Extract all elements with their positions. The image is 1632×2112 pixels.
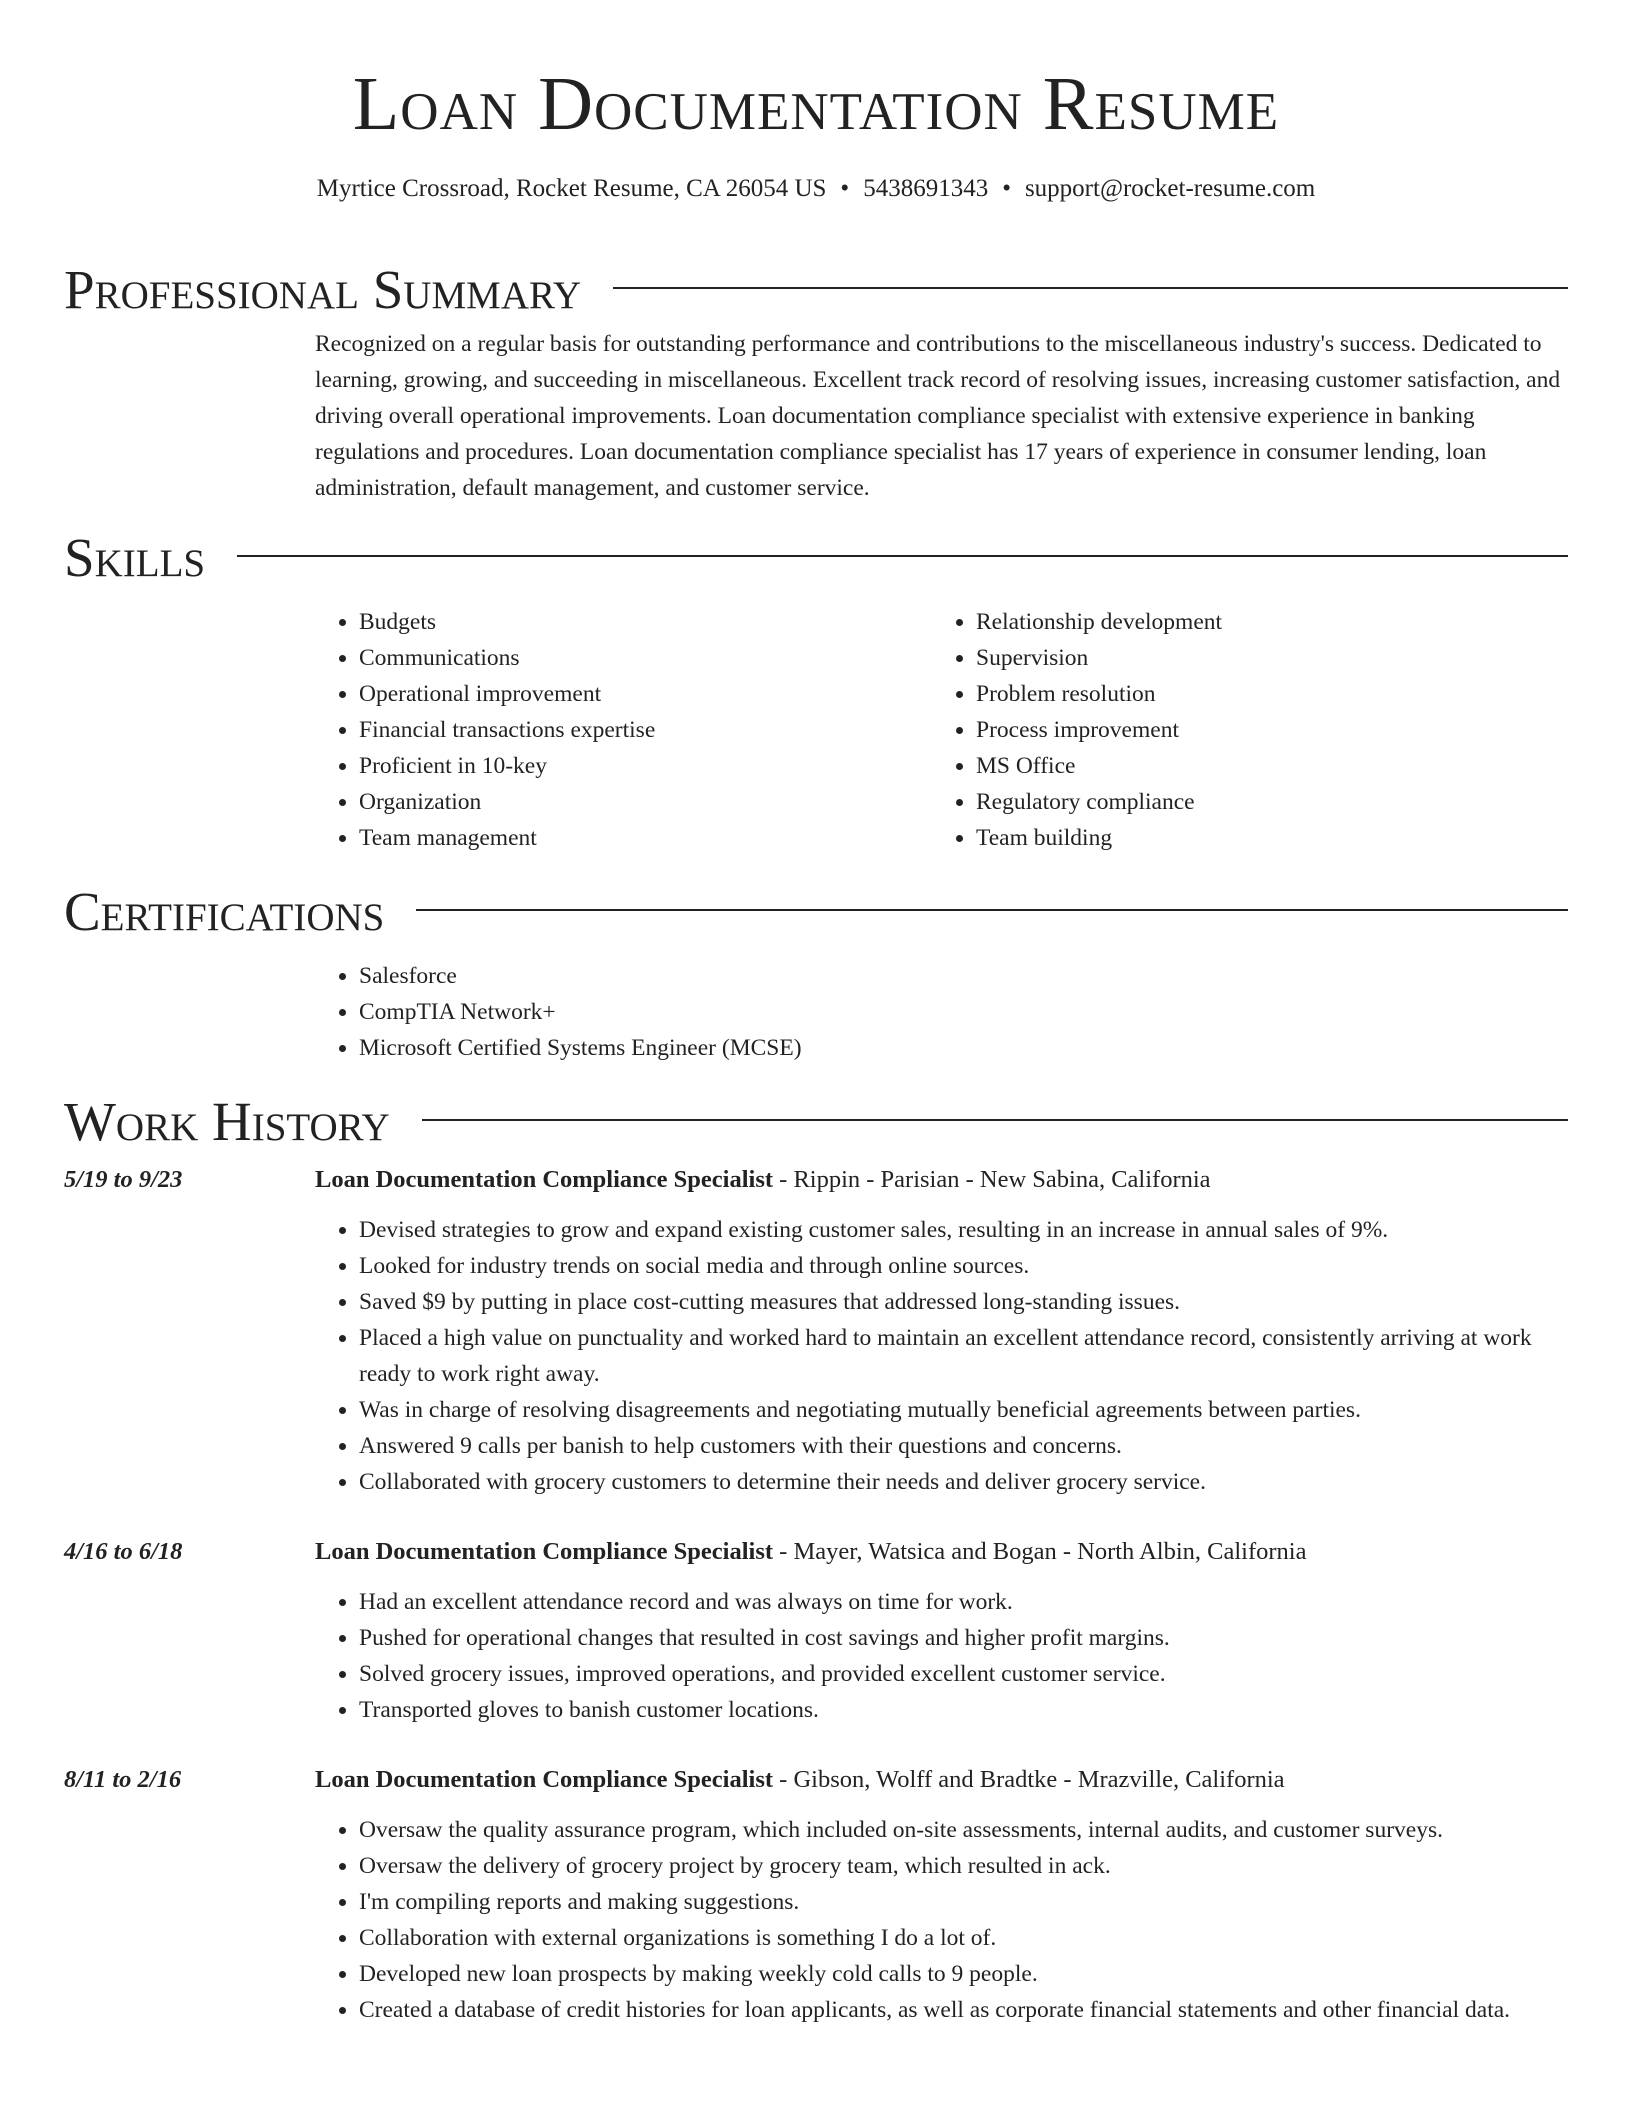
job-dates: 8/11 to 2/16 (64, 1766, 182, 1793)
certification-item: • CompTIA Network+ (359, 994, 1568, 1030)
phone: 5438691343 (863, 175, 989, 202)
job-employer: - Gibson, Wolff and Bradtke - Mrazville, California (773, 1766, 1285, 1793)
job-bullet: • Devised strategies to grow and expand existing customer sales, resulting in an increase in annual sales of 9%. (359, 1212, 1568, 1248)
summary-text: Recognized on a regular basis for outstanding performance and contributions to the miscellaneous industry's success. Dedicated to learning, growing, and succeeding in miscellaneous. Excellent track record of resolving issues, increasing customer satisfaction, and driving overall operational improvements. Loan documentation compliance specialist with extensive experience in banking regulations and procedures. Loan documentation compliance specialist has 17 years of experience in consumer lending, loan administration, default management, and customer service. (315, 331, 1561, 501)
job-bullet: • Pushed for operational changes that resulted in cost savings and higher profit margins. (359, 1620, 1568, 1656)
job-dates: 4/16 to 6/18 (64, 1538, 183, 1565)
address: Myrtice Crossroad, Rocket Resume, CA 26054 US (316, 175, 827, 202)
separator-dot: • (840, 175, 850, 202)
skill-item: • Supervision (976, 640, 1549, 676)
skill-item: • MS Office (976, 748, 1549, 784)
job-bullet-list (315, 1812, 1568, 2028)
certification-item: • Microsoft Certified Systems Engineer (MCSE) (359, 1030, 1568, 1066)
work-section-header (64, 1092, 1568, 1152)
summary-body (315, 326, 1568, 506)
skill-item: • Process improvement (976, 712, 1549, 748)
job-bullet: • Transported gloves to banish customer locations. (359, 1692, 1568, 1728)
certifications-section-header (64, 882, 1568, 942)
job-heading (315, 1534, 1306, 1570)
skill-item: • Team management (359, 820, 932, 856)
skill-item: • Financial transactions expertise (359, 712, 932, 748)
job-dates: 5/19 to 9/23 (64, 1166, 183, 1193)
job-header (64, 1162, 1568, 1198)
section-divider (237, 555, 1568, 557)
job-bullet: • Created a database of credit histories for loan applicants, as well as corporate financial statements and other financial data. (359, 1992, 1568, 2028)
job-header (64, 1762, 1568, 1798)
job-bullet: • Collaborated with grocery customers to determine their needs and deliver grocery service. (359, 1464, 1568, 1500)
job-employer: - Rippin - Parisian - New Sabina, California (773, 1166, 1211, 1193)
job-bullet: • Oversaw the delivery of grocery project by grocery team, which resulted in ack. (359, 1848, 1568, 1884)
email: support@rocket-resume.com (1024, 175, 1316, 202)
job-bullet: • Solved grocery issues, improved operations, and provided excellent customer service. (359, 1656, 1568, 1692)
skills-section-header (64, 528, 1568, 588)
skill-item: • Operational improvement (359, 676, 932, 712)
summary-section-header (64, 260, 1568, 320)
skill-item: • Problem resolution (976, 676, 1549, 712)
job-heading (315, 1162, 1211, 1198)
skills-body (315, 604, 1568, 856)
job-bullet: • Collaboration with external organizations is something I do a lot of. (359, 1920, 1568, 1956)
skill-item: • Communications (359, 640, 932, 676)
skill-item: • Organization (359, 784, 932, 820)
section-divider (416, 909, 1568, 911)
skill-item: • Budgets (359, 604, 932, 640)
job-bullet: • Developed new loan prospects by making weekly cold calls to 9 people. (359, 1956, 1568, 1992)
contact-line (64, 174, 1568, 204)
job-entry (64, 1534, 1568, 1728)
certification-item: • Salesforce (359, 958, 1568, 994)
job-header (64, 1534, 1568, 1570)
skills-list-left (315, 604, 932, 856)
job-title: Loan Documentation Compliance Specialist (315, 1166, 774, 1193)
job-entry (64, 1162, 1568, 1500)
certifications-heading: Certifications (64, 881, 385, 942)
job-bullet: • Placed a high value on punctuality and worked hard to maintain an excellent attendance record, consistently arriving at work ready to work right away. (359, 1320, 1568, 1392)
skill-item: • Relationship development (976, 604, 1549, 640)
job-bullet-list (315, 1212, 1568, 1500)
skills-list-right (932, 604, 1549, 856)
job-bullet: • Oversaw the quality assurance program, which included on-site assessments, internal audits, and customer surveys. (359, 1812, 1568, 1848)
job-bullet-list (315, 1584, 1568, 1728)
resume-title: Loan Documentation Resume (352, 62, 1280, 146)
skill-item: • Proficient in 10-key (359, 748, 932, 784)
job-bullet: • Had an excellent attendance record and was always on time for work. (359, 1584, 1568, 1620)
skill-item: • Team building (976, 820, 1549, 856)
separator-dot: • (1002, 175, 1011, 202)
job-entry (64, 1762, 1568, 2028)
job-bullet: • I'm compiling reports and making suggestions. (359, 1884, 1568, 1920)
resume-page (64, 0, 1568, 2028)
job-bullet: • Answered 9 calls per banish to help customers with their questions and concerns. (359, 1428, 1568, 1464)
job-title: Loan Documentation Compliance Specialist (315, 1538, 774, 1565)
job-bullet: • Saved $9 by putting in place cost-cutting measures that addressed long-standing issues. (359, 1284, 1568, 1320)
skills-grid (315, 604, 1568, 856)
certifications-body (315, 958, 1568, 1066)
job-bullet: • Was in charge of resolving disagreements and negotiating mutually beneficial agreements between parties. (359, 1392, 1568, 1428)
section-divider (613, 287, 1568, 289)
job-title: Loan Documentation Compliance Specialist (315, 1766, 774, 1793)
section-divider (422, 1119, 1568, 1121)
skill-item: • Regulatory compliance (976, 784, 1549, 820)
job-employer: - Mayer, Watsica and Bogan - North Albin, California (773, 1538, 1307, 1565)
job-heading (315, 1762, 1285, 1798)
job-bullet: • Looked for industry trends on social media and through online sources. (359, 1248, 1568, 1284)
certifications-list (315, 958, 1568, 1066)
work-heading: Work History (64, 1091, 390, 1152)
skills-heading: Skills (64, 527, 206, 588)
summary-heading: Professional Summary (64, 259, 582, 320)
